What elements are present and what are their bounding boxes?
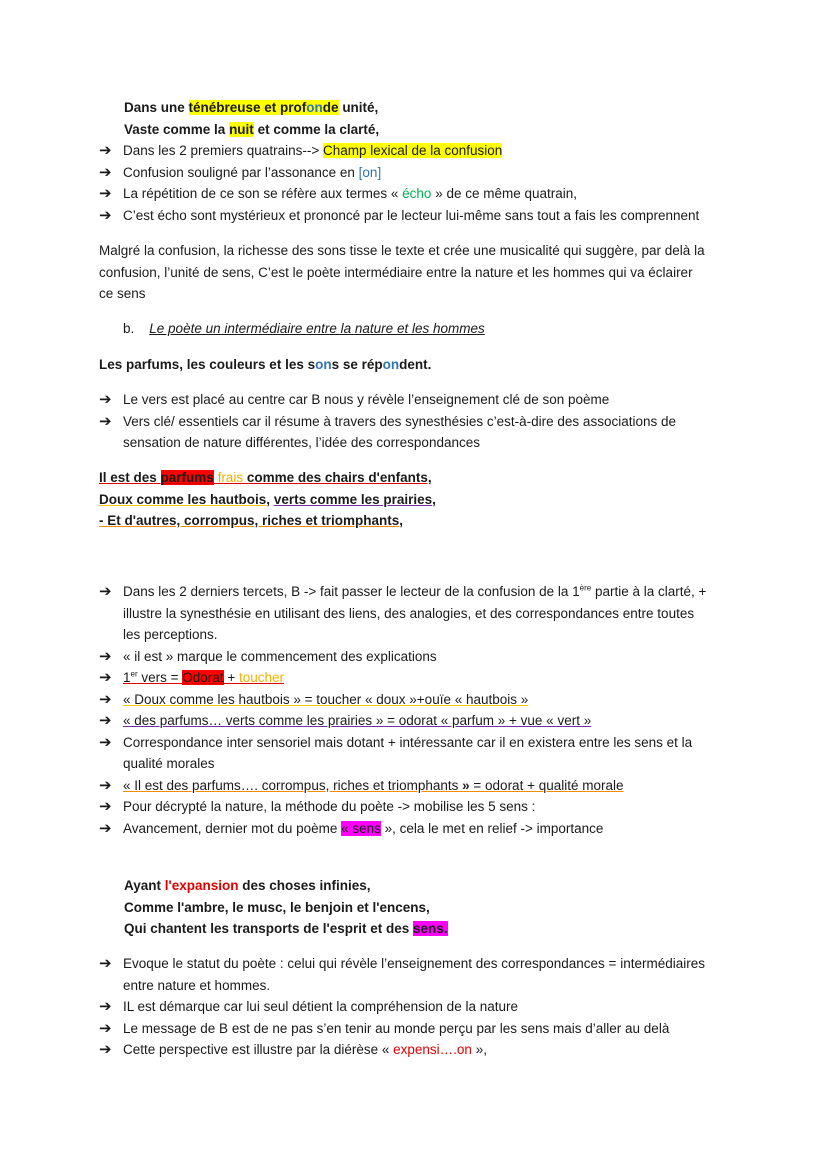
arrow-icon: ➔ — [99, 798, 112, 815]
stanza-2 — [99, 467, 739, 532]
list-item: ➔ IL est démarque car lui seul détient la compréhension de la nature — [99, 996, 739, 1018]
bullet-list-2 — [99, 389, 739, 454]
arrow-icon: ➔ — [99, 206, 112, 224]
arrow-icon: ➔ — [99, 669, 112, 686]
arrow-icon: ➔ — [99, 776, 112, 794]
list-item: ➔ « il est » marque le commencement des explications — [99, 646, 739, 668]
list-item: ➔ Avancement, dernier mot du poème « sens », cela le met en relief -> importance — [99, 818, 739, 840]
arrow-icon: ➔ — [99, 733, 112, 751]
list-item: ➔ Confusion souligné par l’assonance en [on] — [99, 162, 739, 184]
stanza-2-line-3: - Et d'autres, corrompus, riches et triomphants, — [99, 513, 404, 528]
stanza-1 — [99, 97, 764, 140]
list-item-continued: sensation de nature différentes, l’idée des correspondances — [123, 435, 480, 450]
list-item: ➔ « Il est des parfums…. corrompus, riches et triomphants » = odorat + qualité morale — [99, 775, 739, 797]
list-item: ➔ La répétition de ce son se réfère aux termes « écho » de ce même quatrain, — [99, 183, 739, 205]
section-title: Le poète un intermédiaire entre la nature et les hommes — [149, 321, 485, 336]
stanza-1-line-2: Vaste comme la nuit et comme la clarté, — [124, 121, 380, 137]
arrow-icon: ➔ — [99, 163, 112, 181]
stanza-3-line-1: Ayant l'expansion des choses infinies, — [124, 878, 371, 893]
arrow-icon: ➔ — [99, 998, 112, 1015]
bullet-list-4 — [99, 953, 739, 1061]
list-item: ➔ C’est écho sont mystérieux et prononcé par le lecteur lui-même sans tout a fais les comprennent — [99, 205, 739, 227]
stanza-3-line-3: Qui chantent les transports de l'esprit et des sens. — [124, 921, 448, 936]
list-item: ➔ Le message de B est de ne pas s’en tenir au monde perçu par les sens mais d’aller au delà — [99, 1018, 739, 1040]
list-item: ➔ Evoque le statut du poète : celui qui révèle l’enseignement des correspondances = intermédiaires — [99, 953, 739, 975]
bullet-list-1 — [99, 140, 739, 226]
list-item: ➔ Correspondance inter sensoriel mais dotant + intéressante car il en existera entre les sens et la — [99, 732, 739, 754]
list-item: ➔ Pour décrypté la nature, la méthode du poète -> mobilise les 5 sens : — [99, 796, 739, 818]
arrow-icon: ➔ — [99, 1041, 112, 1058]
stanza-1-line-1: Dans une ténébreuse et profonde unité, — [124, 100, 379, 115]
list-item: ➔ 1er vers = Odorat + toucher — [99, 667, 739, 689]
arrow-icon: ➔ — [99, 185, 112, 202]
arrow-icon: ➔ — [99, 647, 112, 665]
list-item: ➔ « Doux comme les hautbois » = toucher « doux »+ouïe « hautbois » — [99, 689, 739, 711]
arrow-icon: ➔ — [99, 712, 112, 729]
bullet-list-3 — [99, 581, 739, 839]
arrow-icon: ➔ — [99, 412, 112, 430]
list-item-continued: qualité morales — [123, 756, 215, 771]
section-heading — [123, 318, 763, 340]
list-item: ➔ Vers clé/ essentiels car il résume à travers des synesthésies c’est-à-dire des associations de — [99, 411, 739, 433]
stanza-2-line-2: Doux comme les hautbois, verts comme les prairies, — [99, 491, 436, 507]
list-item: ➔ Cette perspective est illustre par la diérèse « expensi….on », — [99, 1039, 739, 1061]
list-item-continued: entre nature et hommes. — [123, 977, 271, 993]
paragraph: Malgré la confusion, la richesse des sons tisse le texte et crée une musicalité qui suggère, par delà la confusion, l’unité de sens, C’est le poète intermédiaire entre la nature et les hommes qui va éclairer ce sens — [99, 243, 705, 301]
stanza-2-line-1: Il est des parfums frais comme des chairs d'enfants, — [99, 470, 432, 485]
list-item: ➔ « des parfums… verts comme les prairies » = odorat « parfum » + vue « vert » — [99, 710, 739, 732]
arrow-icon: ➔ — [99, 142, 112, 159]
list-item-continued: illustre la synesthésie en utilisant des liens, des analogies, et des correspondances entre toutes — [123, 605, 695, 621]
stanza-3 — [99, 875, 764, 940]
arrow-icon: ➔ — [99, 690, 112, 708]
list-item: ➔ Dans les 2 derniers tercets, B -> fait passer le lecteur de la confusion de la 1ère partie à la clarté, + — [99, 581, 739, 603]
section-number: b. — [123, 321, 135, 336]
arrow-icon: ➔ — [99, 583, 112, 600]
arrow-icon: ➔ — [99, 391, 112, 408]
stanza-3-line-2: Comme l'ambre, le musc, le benjoin et l'encens, — [124, 899, 430, 915]
key-verse: Les parfums, les couleurs et les sons se répondent. — [99, 357, 432, 372]
arrow-icon: ➔ — [99, 1019, 112, 1037]
list-item: ➔ Le vers est placé au centre car B nous y révèle l’enseignement clé de son poème — [99, 389, 739, 411]
list-item-continued: les perceptions. — [123, 627, 218, 642]
arrow-icon: ➔ — [99, 819, 112, 837]
list-item: ➔ Dans les 2 premiers quatrains--> Champ lexical de la confusion — [99, 140, 739, 162]
arrow-icon: ➔ — [99, 955, 112, 972]
